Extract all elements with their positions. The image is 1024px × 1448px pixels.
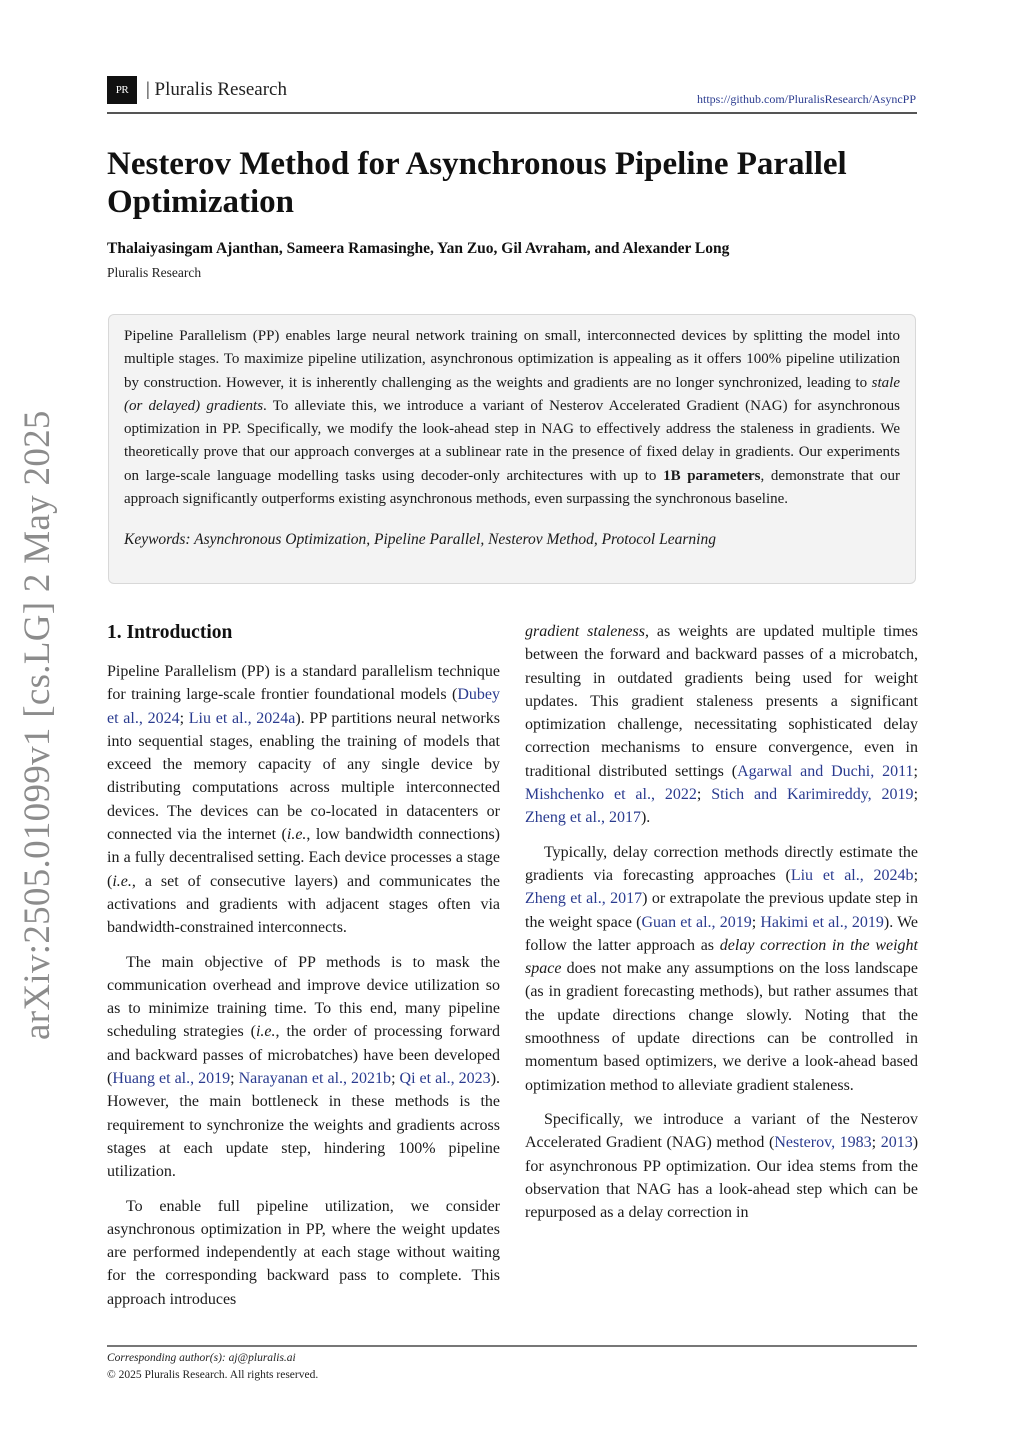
body-column-left <box>107 620 500 1322</box>
citation-link[interactable]: Mishchenko et al., 2022 <box>525 786 697 804</box>
brand-name: | Pluralis Research <box>146 79 287 100</box>
citation-link[interactable]: Huang et al., 2019 <box>112 1070 231 1088</box>
header-divider <box>107 112 917 114</box>
citation-link[interactable]: Zheng et al., 2017 <box>525 809 641 827</box>
author-list: Thalaiyasingam Ajanthan, Sameera Ramasinghe, Yan Zuo, Gil Avraham, and Alexander Long <box>107 240 730 257</box>
citation-link[interactable]: Qi et al., 2023 <box>399 1070 491 1088</box>
abstract-emphasis: stale (or delayed) gradients <box>124 374 900 414</box>
citation-link[interactable]: Liu et al., 2024b <box>790 866 914 884</box>
section-heading: 1. Introduction <box>107 622 233 643</box>
affiliation: Pluralis Research <box>107 265 202 280</box>
pluralis-logo: PR <box>107 76 137 104</box>
paper-title: Nesterov Method for Asynchronous Pipeline Parallel Optimization <box>107 146 847 220</box>
citation-link[interactable]: Nesterov, 1983 <box>774 1134 872 1152</box>
abstract-text: Pipeline Parallelism (PP) enables large neural network training on small, interconnected devices by splitting the model into multiple stages. To maximize pipeline utilization, asynchronous optimization is appealing as it offers 100% pipeline utilization by construction. However, it is inherently challenging as the weights and gradients are no longer synchronized, leading to stale (or delayed) gradients. To alleviate this, we introduce a variant of Nesterov Accelerated Gradient (NAG) for asynchronous optimization in PP. Specifically, we modify the look-ahead step in NAG to effectively address the staleness in gradients. We theoretically prove that our approach converges at a sublinear rate in the presence of fixed delay in gradients. Our experiments on large-scale language modelling tasks using decoder-only architectures with up to 1B parameters, demonstrate that our approach significantly outperforms existing asynchronous methods, even surpassing the synchronous baseline. <box>124 328 901 508</box>
citation-link[interactable]: Agarwal and Duchi, 2011 <box>737 762 914 780</box>
footer-divider <box>107 1345 917 1347</box>
intro-paragraph-3: To enable full pipeline utilization, we consider asynchronous optimization in PP, where the weight updates are performed independently at each stage without waiting for the corresponding backward pass to complete. This approach introduces <box>107 1197 500 1308</box>
citation-link[interactable]: Liu et al., 2024a <box>188 709 296 727</box>
github-link[interactable]: https://github.com/PluralisResearch/AsyncPP <box>697 92 916 106</box>
abstract-box <box>108 314 916 584</box>
citation-link[interactable]: Narayanan et al., 2021b <box>238 1070 392 1088</box>
intro-paragraph-5: Specifically, we introduce a variant of the Nesterov Accelerated Gradient (NAG) method (Nesterov, 1983; 2013) for asynchronous PP optimization. Our idea stems from the observation that NAG has a look-ahead step which can be repurposed as a delay correction in <box>525 1110 919 1222</box>
intro-paragraph-1: Pipeline Parallelism (PP) is a standard parallelism technique for training large-scale frontier foundational models (Dubey et al., 2024; Liu et al., 2024a). PP partitions neural networks into sequential stages, enabling the training of models that exceed the memory capacity of any single device by distributing computations across multiple interconnected devices. The devices can be co-located in datacenters or connected via the internet (i.e., low bandwidth connections) in a fully decentralised setting. Each device processes a stage (i.e., a set of consecutive layers) and communicates the activations and gradients with adjacent stages often via bandwidth-constrained interconnects. <box>107 663 501 937</box>
copyright-notice: © 2025 Pluralis Research. All rights reserved. <box>107 1369 319 1381</box>
citation-link[interactable]: Dubey et al., 2024 <box>107 686 500 727</box>
citation-link[interactable]: Hakimi et al., 2019 <box>760 913 884 931</box>
abstract-strong: 1B parameters <box>663 467 761 484</box>
arxiv-stamp: arXiv:2505.01099v1 [cs.LG] 2 May 2025 <box>17 410 58 1040</box>
corresponding-author: Corresponding author(s): aj@pluralis.ai <box>107 1352 296 1364</box>
body-column-right <box>525 620 918 1235</box>
citation-link[interactable]: 2013 <box>880 1134 913 1152</box>
intro-paragraph-3-continued: gradient staleness, as weights are updated multiple times between the forward and backward passes of a microbatch, resulting in outdated gradients being used for weight updates. This gradient staleness presents a significant optimization challenge, necessitating sophisticated delay correction mechanisms to ensure convergence, even in traditional distributed settings (Agarwal and Duchi, 2011; Mishchenko et al., 2022; Stich and Karimireddy, 2019; Zheng et al., 2017). <box>525 623 919 827</box>
intro-paragraph-4: Typically, delay correction methods directly estimate the gradients via forecasting approaches (Liu et al., 2024b; Zheng et al., 2017) or extrapolate the previous update step in the weight space (Guan et al., 2019; Hakimi et al., 2019). We follow the latter approach as delay correction in the weight space does not make any assumptions on the loss landscape (as in gradient forecasting methods), but rather assumes that the update directions change slowly. Noting that the smoothness of update directions can be controlled in momentum based optimizers, we derive a look-ahead based optimization method to alleviate gradient staleness. <box>525 843 919 1094</box>
intro-paragraph-2: The main objective of PP methods is to mask the communication overhead and improve device utilization so as to minimize training time. To this end, many pipeline scheduling strategies (i.e., the order of processing forward and backward passes of microbatches) have been developed (Huang et al., 2019; Narayanan et al., 2021b; Qi et al., 2023). However, the main bottleneck in these methods is the requirement to synchronize the weights and gradients across stages at each update step, hindering 100% pipeline utilization. <box>107 953 501 1181</box>
citation-link[interactable]: Stich and Karimireddy, 2019 <box>711 786 914 804</box>
keywords: Keywords: Asynchronous Optimization, Pipeline Parallel, Nesterov Method, Protocol Learning <box>124 531 716 549</box>
citation-link[interactable]: Guan et al., 2019 <box>641 913 752 931</box>
citation-link[interactable]: Zheng et al., 2017 <box>525 890 643 908</box>
